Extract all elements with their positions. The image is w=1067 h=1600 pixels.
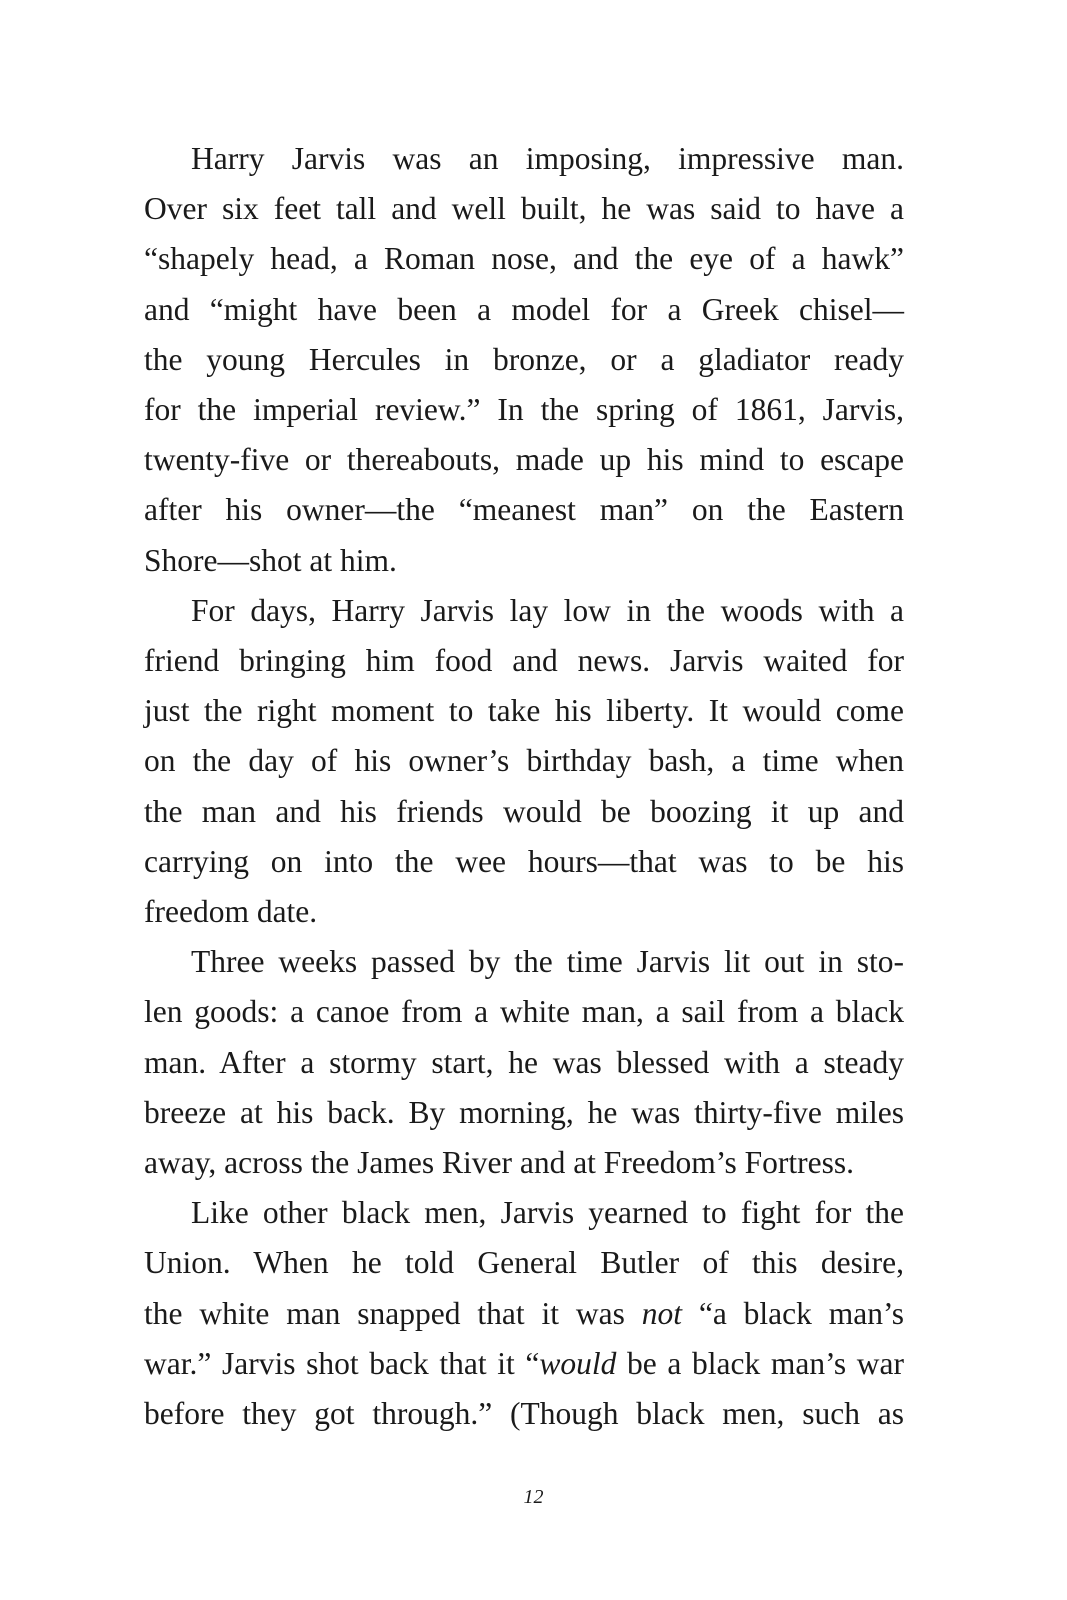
text-line: war.” Jarvis shot back that it “would be a black man’s war	[144, 1345, 904, 1381]
text-line: just the right moment to take his liberty. It would come	[144, 693, 904, 729]
text-line: the man and his friends would be boozing it up and	[144, 793, 904, 829]
text-line: man. After a stormy start, he was blessed with a steady	[144, 1044, 904, 1080]
text-line: Harry Jarvis was an imposing, impressive man.	[191, 141, 904, 176]
text-line: the white man snapped that it was not “a black man’s	[144, 1295, 905, 1331]
page-number: 12	[523, 1486, 544, 1508]
text-line: away, across the James River and at Freedom’s Fortress.	[144, 1145, 855, 1181]
paragraph	[144, 937, 904, 1188]
text-line: before they got through.” (Though black men, such as	[144, 1396, 904, 1432]
text-line: on the day of his owner’s birthday bash, a time when	[144, 743, 904, 779]
emphasis: would	[539, 1345, 617, 1381]
body-text	[144, 134, 904, 1439]
text-line: Shore—shot at him.	[144, 542, 397, 578]
text-line: Union. When he told General Butler of this desire,	[144, 1245, 904, 1281]
text-line: and “might have been a model for a Greek chisel—	[144, 291, 904, 327]
text-line: Over six feet tall and well built, he was said to have a	[144, 191, 904, 227]
emphasis: not	[641, 1295, 682, 1331]
text-line: after his owner—the “meanest man” on the Eastern	[144, 492, 904, 528]
text-line: breeze at his back. By morning, he was thirty-five miles	[144, 1094, 904, 1130]
paragraph	[144, 586, 904, 937]
text-line: len goods: a canoe from a white man, a sail from a black	[144, 994, 904, 1030]
text-line: carrying on into the wee hours—that was to be his	[144, 843, 904, 879]
text-line: twenty-five or thereabouts, made up his mind to escape	[144, 442, 904, 478]
text-line: friend bringing him food and news. Jarvis waited for	[144, 643, 904, 679]
text-line: Three weeks passed by the time Jarvis lit out in sto-	[191, 944, 904, 980]
text-line: the young Hercules in bronze, or a gladiator ready	[144, 341, 904, 377]
text-line: for the imperial review.” In the spring of 1861, Jarvis,	[144, 392, 904, 428]
paragraph	[144, 134, 904, 586]
text-line: For days, Harry Jarvis lay low in the woods with a	[191, 592, 904, 628]
text-line: freedom date.	[144, 894, 318, 930]
text-line: Like other black men, Jarvis yearned to fight for the	[191, 1195, 904, 1231]
paragraph	[144, 1188, 904, 1439]
text-line: “shapely head, a Roman nose, and the eye of a hawk”	[144, 241, 904, 277]
